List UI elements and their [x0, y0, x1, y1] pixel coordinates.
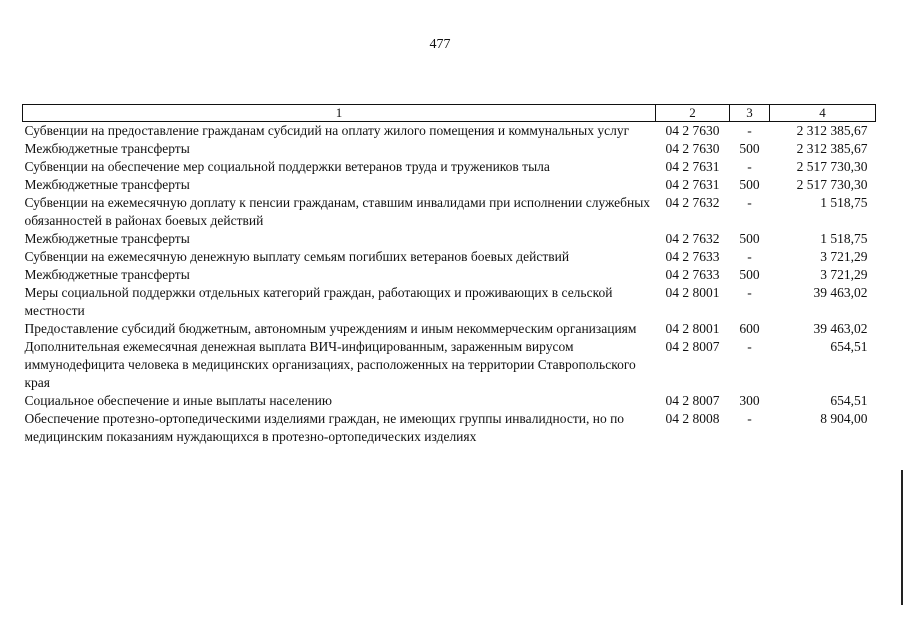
page-number: 477: [429, 37, 451, 52]
row-amount: 2 312 385,67: [796, 123, 868, 138]
row-name: Субвенции на предоставление гражданам субсидий на оплату жилого помещения и коммунальных услуг: [24, 123, 630, 138]
table-row: [23, 392, 876, 410]
row-amount: 3 721,29: [820, 249, 868, 264]
row-type: -: [747, 195, 752, 210]
row-type: -: [747, 159, 752, 174]
row-code: 04 2 7632: [665, 231, 720, 246]
row-name: Межбюджетные трансферты: [24, 231, 190, 246]
row-amount: 654,51: [830, 393, 868, 408]
row-amount: 3 721,29: [820, 267, 868, 282]
row-name: Межбюджетные трансферты: [24, 141, 190, 156]
row-type: 600: [739, 321, 760, 336]
row-name: Межбюджетные трансферты: [24, 267, 190, 282]
table-row: [23, 266, 876, 284]
row-type: -: [747, 411, 752, 426]
budget-table: [22, 104, 876, 446]
row-type: -: [747, 249, 752, 264]
row-name: Обеспечение протезно-ортопедическими изделиями граждан, не имеющих группы инвалидности, но по медицинским показаниям нуждающихся в протезно-ортопедических изделиях: [24, 411, 625, 444]
row-code: 04 2 7632: [665, 195, 720, 210]
row-name: Субвенции на ежемесячную денежную выплату семьям погибших ветеранов боевых действий: [24, 249, 570, 264]
row-code: 04 2 7630: [665, 123, 720, 138]
table-row: [23, 194, 876, 230]
row-amount: 654,51: [830, 339, 868, 354]
row-code: 04 2 8007: [665, 339, 720, 354]
scan-edge-line: [901, 470, 903, 605]
row-type: 300: [739, 393, 760, 408]
row-amount: 1 518,75: [820, 231, 868, 246]
header-col-name: 1: [23, 105, 656, 122]
row-amount: 2 517 730,30: [796, 159, 868, 174]
row-amount: 2 517 730,30: [796, 177, 868, 192]
table-row: [23, 320, 876, 338]
table-row: [23, 338, 876, 392]
table-row: [23, 410, 876, 446]
row-code: 04 2 8007: [665, 393, 720, 408]
table-row: [23, 140, 876, 158]
row-type: 500: [739, 267, 760, 282]
row-name: Субвенции на ежемесячную доплату к пенсии гражданам, ставшим инвалидами при исполнении служебных обязанностей в районах боевых действий: [24, 195, 651, 228]
row-code: 04 2 8008: [665, 411, 720, 426]
row-code: 04 2 7631: [665, 177, 720, 192]
header-col-code: 2: [656, 105, 730, 122]
row-name: Предоставление субсидий бюджетным, автономным учреждениям и иным некоммерческим организациям: [24, 321, 637, 336]
table-header-row: [23, 105, 876, 122]
row-type: -: [747, 339, 752, 354]
row-amount: 39 463,02: [813, 321, 868, 336]
header-col-amount: 4: [770, 105, 876, 122]
row-name: Меры социальной поддержки отдельных категорий граждан, работающих и проживающих в сельской местности: [24, 285, 613, 318]
row-name: Дополнительная ежемесячная денежная выплата ВИЧ-инфицированным, зараженным вирусом иммунодефицита человека в медицинских организациях, расположенных на территории Ставропольского края: [24, 339, 636, 390]
row-type: 500: [739, 141, 760, 156]
row-type: 500: [739, 231, 760, 246]
table-row: [23, 176, 876, 194]
row-amount: 39 463,02: [813, 285, 868, 300]
row-amount: 8 904,00: [820, 411, 868, 426]
table-row: [23, 230, 876, 248]
row-type: -: [747, 123, 752, 138]
row-code: 04 2 7631: [665, 159, 720, 174]
row-type: 500: [739, 177, 760, 192]
table-row: [23, 248, 876, 266]
table-row: [23, 158, 876, 176]
row-name: Субвенции на обеспечение мер социальной поддержки ветеранов труда и тружеников тыла: [24, 159, 550, 174]
row-code: 04 2 7633: [665, 267, 720, 282]
table-row: [23, 284, 876, 320]
row-name: Социальное обеспечение и иные выплаты населению: [24, 393, 332, 408]
row-code: 04 2 8001: [665, 321, 720, 336]
header-col-type: 3: [730, 105, 770, 122]
row-amount: 2 312 385,67: [796, 141, 868, 156]
row-amount: 1 518,75: [820, 195, 868, 210]
row-code: 04 2 7630: [665, 141, 720, 156]
row-code: 04 2 8001: [665, 285, 720, 300]
table-row: [23, 122, 876, 141]
row-type: -: [747, 285, 752, 300]
row-code: 04 2 7633: [665, 249, 720, 264]
row-name: Межбюджетные трансферты: [24, 177, 190, 192]
